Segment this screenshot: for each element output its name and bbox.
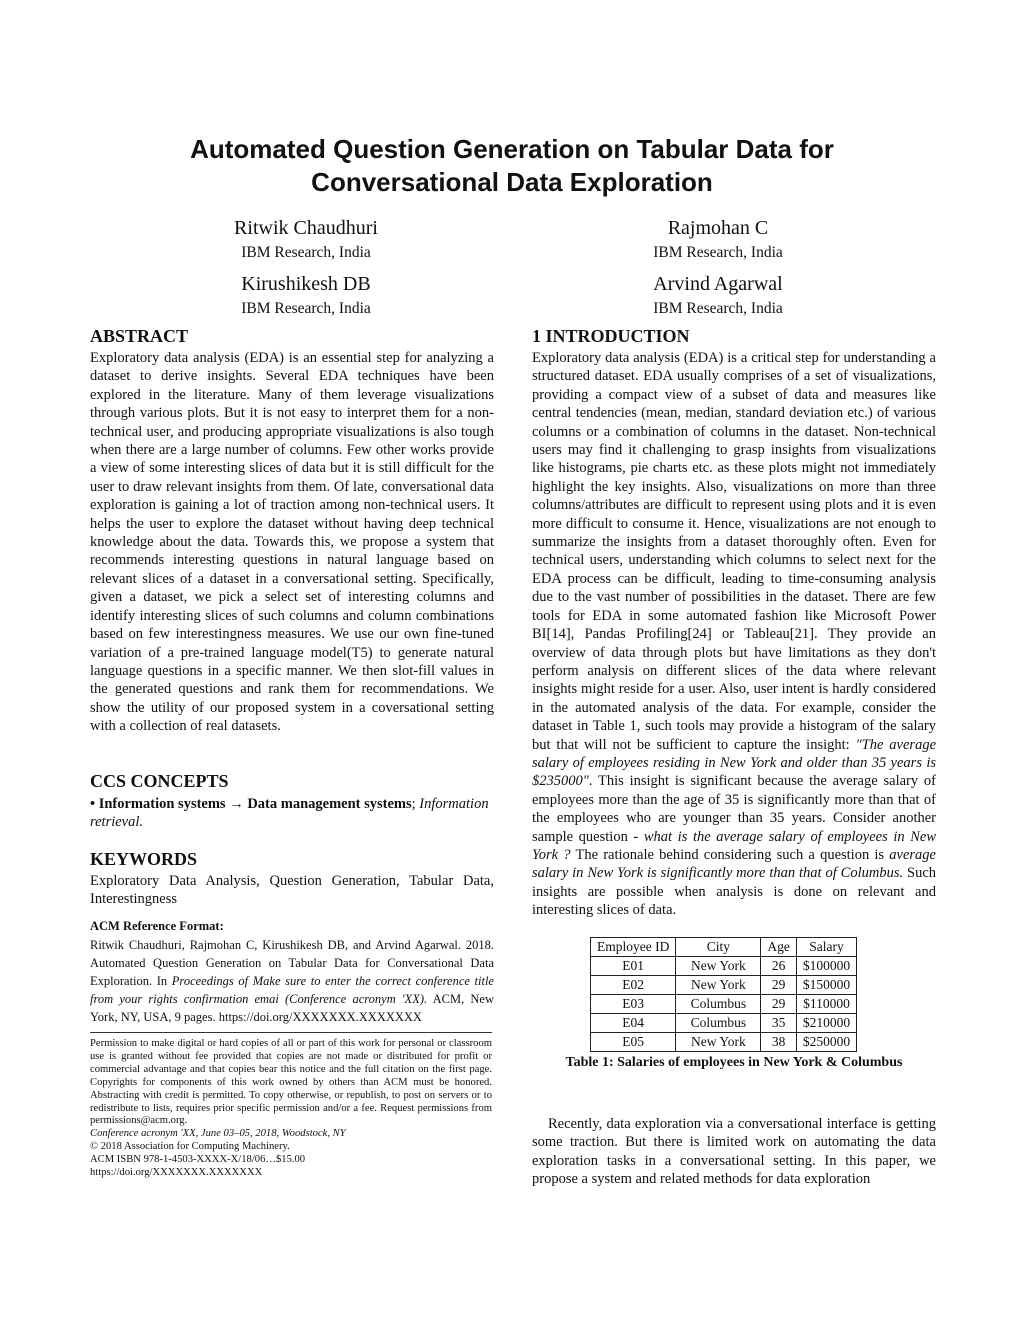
author-name: Kirushikesh DB — [241, 273, 371, 295]
paper-title — [80, 133, 944, 199]
intro-rationale: average salary in New York is significantly more than that of Columbus. — [532, 846, 936, 882]
table-cell: E04 — [591, 1014, 676, 1033]
table-cell: E01 — [591, 957, 676, 976]
keywords-heading: KEYWORDS — [90, 849, 198, 869]
introduction-paragraph-1 — [532, 349, 936, 920]
author-block — [568, 272, 868, 319]
acm-reference-heading: ACM Reference Format: — [90, 919, 224, 933]
table-row — [591, 1033, 857, 1052]
acm-reference-proceedings: Proceedings of Make sure to enter the correct conference title from your rights confirmation emai (Conference acronym 'XX). — [90, 974, 494, 1006]
table-caption: Table 1: Salaries of employees in New York & Columbus — [565, 1055, 903, 1070]
copyright-line: © 2018 Association for Computing Machinery. — [90, 1141, 290, 1153]
table-cell: $110000 — [796, 995, 856, 1014]
isbn-line: ACM ISBN 978-1-4503-XXXX-X/18/06…$15.00 — [90, 1154, 306, 1166]
table-cell: 35 — [761, 1014, 797, 1033]
intro-insight-quote: "The average salary of employees residing in New York and older than 35 years is $235000" — [532, 736, 937, 790]
intro-sample-question: what is the average salary of employees in New York ? — [532, 828, 936, 863]
conference-info: Conference acronym 'XX, June 03–05, 2018, Woodstock, NY — [90, 1128, 346, 1140]
acm-reference-part2: ACM, New York, NY, USA, 9 pages. https://doi.org/XXXXXXX.XXXXXXX — [90, 992, 494, 1024]
footnote-divider — [90, 1032, 492, 1033]
table-header-cell: Age — [761, 938, 797, 957]
author-affiliation: IBM Research, India — [653, 300, 783, 317]
copyright-footnote — [90, 1038, 492, 1180]
ccs-subconcept: Information retrieval. — [90, 796, 489, 831]
table-cell: 29 — [761, 976, 797, 995]
table-cell: New York — [676, 957, 761, 976]
table-cell: New York — [676, 1033, 761, 1052]
table-cell: $150000 — [796, 976, 856, 995]
abstract-heading: ABSTRACT — [90, 326, 189, 346]
intro-text: The rationale behind considering such a question is — [570, 846, 890, 863]
introduction-section — [532, 349, 936, 920]
ccs-separator: ; — [411, 796, 420, 812]
doi-line: https://doi.org/XXXXXXX.XXXXXXX — [90, 1167, 263, 1179]
permission-notice: Permission to make digital or hard copies of all or part of this work for personal or classroom use is granted without fee provided that copies are not made or distributed for profit or commercial advantage and that copies bear this notice and the full citation on the first page. Copyrights for components of this work owned by others than ACM must be honored. Abstracting with credit is permitted. To copy otherwise, or republish, to post on servers or to redistribute to lists, requires prior specific permission and/or a fee. Request permissions from permissions@acm.org. — [90, 1038, 492, 1127]
author-affiliation: IBM Research, India — [241, 300, 371, 317]
table-header-cell: Salary — [796, 938, 856, 957]
acm-reference-text — [90, 936, 494, 1026]
abstract-text: Exploratory data analysis (EDA) is an essential step for analyzing a dataset to derive insights. Several EDA techniques have been explored in the literature. Many of them leverage visualizations through various plots. But it is not easy to interpret them for a non-technical user, and producing appropriate visualizations is also tough when there are a large number of columns. Few other works provide a view of some interesting slices of data but it is still difficult for the user to draw relevant insights from them. Of late, conversational data exploration is gaining a lot of traction among non-technical users. It helps the user to explore the dataset without having deep technical knowledge about the data. Towards this, we propose a system that recommends interesting questions in natural language based on relevant slices of a dataset in a conversational setting. Specifically, given a dataset, we pick a select set of interesting columns and identify interesting slices of such columns and column combinations based on few interestingness measures. We use our own fine-tuned variation of a pre-trained language model(T5) to generate natural language questions in a specific manner. We then slot-fill values in the generated questions and rank them for recommendations. We show the utility of our proposed system in a coversational setting with a collection of real datasets. — [90, 350, 494, 735]
author-block — [568, 216, 868, 263]
table-cell: 38 — [761, 1033, 797, 1052]
table-row — [591, 957, 857, 976]
author-name: Arvind Agarwal — [653, 273, 783, 295]
intro-text: Such insights are possible when analysis is done on relevant and interesting slices of data. — [532, 865, 936, 919]
conference-line — [90, 1128, 492, 1141]
table-cell: 29 — [761, 995, 797, 1014]
table-cell: E02 — [591, 976, 676, 995]
title-line-2: Conversational Data Exploration — [311, 167, 713, 197]
table-row — [591, 995, 857, 1014]
table-cell: New York — [676, 976, 761, 995]
introduction-continued — [532, 1115, 936, 1189]
acm-reference-section — [90, 918, 494, 1026]
ccs-section — [90, 795, 494, 832]
author-block — [156, 216, 456, 263]
keywords-section — [90, 872, 494, 909]
acm-reference-part1: Ritwik Chaudhuri, Rajmohan C, Kirushikesh DB, and Arvind Agarwal. 2018. Automated Question Generation on Tabular Data for Conversational Data Exploration. In — [90, 938, 494, 988]
ccs-heading: CCS CONCEPTS — [90, 771, 229, 791]
introduction-paragraph-2: Recently, data exploration via a conversational interface is getting some traction. But there is limited work on automating the data exploration tasks in a conversational setting. In this paper, we propose a system and related methods for data exploration — [532, 1116, 936, 1188]
table-header-row — [591, 938, 857, 957]
table-cell: $250000 — [796, 1033, 856, 1052]
author-affiliation: IBM Research, India — [241, 244, 371, 261]
table-cell: 26 — [761, 957, 797, 976]
table-cell: E03 — [591, 995, 676, 1014]
keywords-text: Exploratory Data Analysis, Question Generation, Tabular Data, Interestingness — [90, 873, 494, 908]
intro-text: . This insight is significant because the average salary of employees more than the age of 35 is significantly more than that of the employees who are younger than 35 years. Consider another sample question - — [532, 773, 936, 845]
table-cell: E05 — [591, 1033, 676, 1052]
introduction-heading: 1 INTRODUCTION — [532, 326, 690, 346]
table-row — [591, 976, 857, 995]
employee-salary-table — [590, 937, 857, 1052]
ccs-concept: • Information systems → Data management systems — [90, 796, 412, 812]
table-cell: $210000 — [796, 1014, 856, 1033]
author-affiliation: IBM Research, India — [653, 244, 783, 261]
abstract-section — [90, 349, 494, 736]
title-line-1: Automated Question Generation on Tabular Data for — [190, 134, 834, 164]
table-cell: $100000 — [796, 957, 856, 976]
table-cell: Columbus — [676, 995, 761, 1014]
author-name: Ritwik Chaudhuri — [234, 217, 378, 239]
table-header-cell: Employee ID — [591, 938, 676, 957]
table-header-cell: City — [676, 938, 761, 957]
table-row — [591, 1014, 857, 1033]
intro-text: Exploratory data analysis (EDA) is a critical step for understanding a structured dataset. EDA usually comprises of a set of visualizations, providing a compact view of a subset of data and measures like central tendencies (mean, median, standard deviation etc.) of various columns or a combination of columns in the dataset. Non-technical users may find it challenging to grasp insights from visualizations like histograms, pie charts etc. as these plots might not immediately highlight the key insights. Also, visualizations on more than three columns/attributes are difficult to represent using plots and it is even more difficult to consume it. Hence, visualizations are not enough to summarize the insights from a dataset thoroughly often. Even for technical users, understanding which columns to select next for the EDA process can be difficult, leading to time-consuming analysis due to the vast number of possibilities in the dataset. There are few tools for EDA in some automated fashion like Microsoft Power BI[14], Pandas Profiling[24] or Tableau[21]. They provide an overview of data through plots but have limitations as they don't perform analysis on different slices of the data where relevant insights might reside for a user. Also, user intent is hardly considered in the automated analysis of the data. For example, consider the dataset in Table 1, such tools may provide a histogram of the salary but that will not be sufficient to capture the insight: — [532, 350, 936, 753]
author-name: Rajmohan C — [667, 217, 769, 239]
author-block — [156, 272, 456, 319]
ccs-text — [90, 795, 494, 832]
table-cell: Columbus — [676, 1014, 761, 1033]
